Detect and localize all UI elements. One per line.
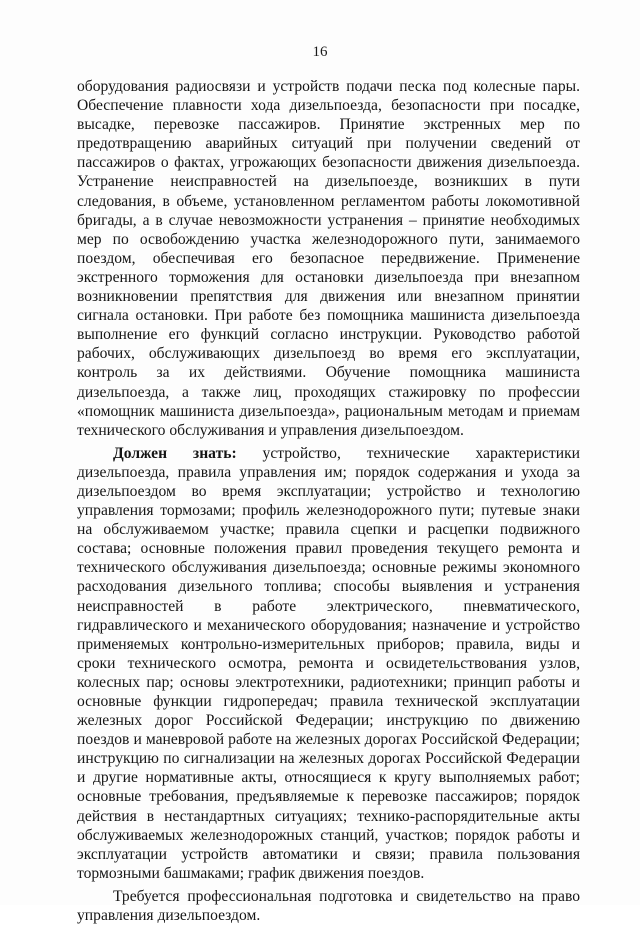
document-body [77,77,580,925]
page-number: 16 [312,44,328,60]
paragraph-must-know [77,444,580,883]
paragraph-qualification: Требуется профессиональная подготовка и свидетельство на право управления дизельпоездом. [77,887,580,925]
must-know-text: устройство, технические характеристики дизельпоезда, правила управления им; порядок содержания и ухода за дизельпоездом во время эксплуатации; устройство и технологию управления тормозами; профиль железнодорожного пути; путевые знаки на обслуживаемом участке; правила сцепки и расцепки подвижного состава; основные положения правил проведения текущего ремонта и технического обслуживания дизельпоезда; основные режимы экономного расходования дизельного топлива; способы выявления и устранения неисправностей в работе электрического, пневматического, гидравлического и механического оборудования; назначение и устройство применяемых контрольно-измерительных приборов; правила, виды и сроки технического осмотра, ремонта и освидетельствования узлов, колесных пар; основы электротехники, радиотехники; принцип работы и основные функции гидропередач; правила технической эксплуатации железных дорог Российской Федерации; инструкцию по движению поездов и маневровой работе на железных дорогах Российской Федерации; инструкцию по сигнализации на железных дорогах Российской Федерации и другие нормативные акты, относящиеся к кругу выполняемых работ; основные требования, предъявляемые к перевозке пассажиров; порядок действия в нестандартных ситуациях; технико-распорядительные акты обслуживаемых железнодорожных станций, участков; порядок работы и эксплуатации устройств автоматики и связи; правила пользования тормозными башмаками; график движения поездов. [77,444,580,882]
must-know-heading: Должен знать: [113,444,237,462]
paragraph-duties-continued: оборудования радиосвязи и устройств подачи песка под колесные пары. Обеспечение плавности хода дизельпоезда, безопасности при посадке, высадке, перевозке пассажиров. Принятие экстренных мер по предотвращению аварийных ситуаций при получении сведений от пассажиров о фактах, угрожающих безопасности движения дизельпоезда. Устранение неисправностей на дизельпоезде, возникших в пути следования, в объеме, установленном регламентом работы локомотивной бригады, а в случае невозможности устранения – принятие необходимых мер по освобождению участка железнодорожного пути, занимаемого поездом, обеспечивая его безопасное передвижение. Применение экстренного торможения для остановки дизельпоезда при внезапном возникновении препятствия для движения или внезапном принятии сигнала остановки. При работе без помощника машиниста дизельпоезда выполнение его функций согласно инструкции. Руководство работой рабочих, обслуживающих дизельпоезд во время его эксплуатации, контроль за их действиями. Обучение помощника машиниста дизельпоезда, а также лиц, проходящих стажировку по профессии «помощник машиниста дизельпоезда», рациональным методам и приемам технического обслуживания и управления дизельпоездом. [77,78,580,439]
